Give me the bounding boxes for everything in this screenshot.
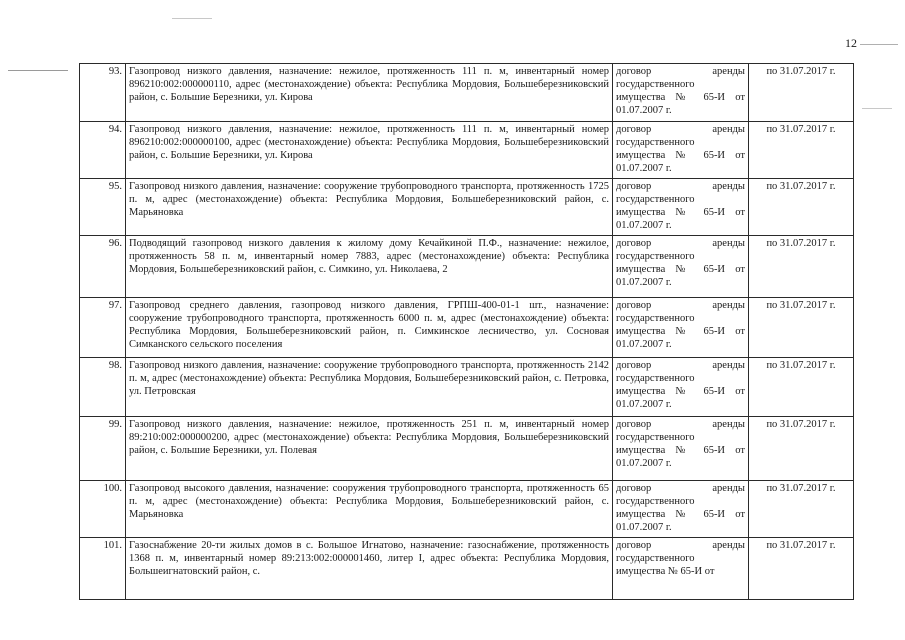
lease-term: по 31.07.2017 г. [749, 538, 854, 600]
lease-term: по 31.07.2017 г. [749, 179, 854, 236]
object-description: Газопровод низкого давления, назначение: нежилое, протяженность 111 п. м, инвентарный номер 896210:002:000000100, адрес (местонахождение) объекта: Республика Мордовия, Большеберезниковский район, с. Большие Березники, ул. Кирова [126, 122, 613, 179]
table-row [80, 236, 854, 298]
lease-basis: договор аренды государственного имущества № 65-И от 01.07.2007 г. [613, 417, 749, 481]
row-number: 94. [80, 122, 126, 179]
scan-artifact-line [862, 108, 892, 109]
lease-basis: договор аренды государственного имущества № 65-И от 01.07.2007 г. [613, 236, 749, 298]
scan-artifact-line [8, 70, 68, 71]
property-registry-table [79, 63, 854, 600]
table-row [80, 64, 854, 122]
scan-artifact-line [860, 44, 898, 45]
row-number: 97. [80, 298, 126, 358]
table-row [80, 481, 854, 538]
lease-term: по 31.07.2017 г. [749, 122, 854, 179]
lease-basis: договор аренды государственного имущества № 65-И от 01.07.2007 г. [613, 64, 749, 122]
lease-basis: договор аренды государственного имущества № 65-И от 01.07.2007 г. [613, 298, 749, 358]
table-row [80, 358, 854, 417]
page-number: 12 [845, 36, 857, 50]
object-description: Газопровод низкого давления, назначение: нежилое, протяженность 111 п. м, инвентарный номер 896210:002:000000110, адрес (местонахождение) объекта: Республика Мордовия, Большеберезниковский район, с. Большие Березники, ул. Кирова [126, 64, 613, 122]
row-number: 100. [80, 481, 126, 538]
lease-basis: договор аренды государственного имущества № 65-И от 01.07.2007 г. [613, 358, 749, 417]
lease-basis: договор аренды государственного имущества № 65-И от 01.07.2007 г. [613, 179, 749, 236]
lease-term: по 31.07.2017 г. [749, 358, 854, 417]
table-row [80, 417, 854, 481]
object-description: Газопровод низкого давления, назначение: нежилое, протяженность 251 п. м, инвентарный номер 89:210:002:000000200, адрес (местонахождение) объекта: Республика Мордовия, Большеберезниковский район, с. Большие Березники, ул. Полевая [126, 417, 613, 481]
lease-term: по 31.07.2017 г. [749, 298, 854, 358]
lease-term: по 31.07.2017 г. [749, 236, 854, 298]
lease-basis: договор аренды государственного имущества № 65-И от 01.07.2007 г. [613, 481, 749, 538]
lease-basis: договор аренды государственного имущества № 65-И от 01.07.2007 г. [613, 122, 749, 179]
row-number: 96. [80, 236, 126, 298]
table-row [80, 179, 854, 236]
object-description: Газопровод высокого давления, назначение: сооружения трубопроводного транспорта, протяженность 65 п. м, адрес (местонахождение) объекта: Республика Мордовия, Большеберезниковский район, с. Марьяновка [126, 481, 613, 538]
row-number: 98. [80, 358, 126, 417]
lease-basis: договор аренды государственного имущества № 65-И от [613, 538, 749, 600]
scan-artifact-line [172, 18, 212, 19]
row-number: 101. [80, 538, 126, 600]
table-row [80, 298, 854, 358]
lease-term: по 31.07.2017 г. [749, 64, 854, 122]
row-number: 93. [80, 64, 126, 122]
object-description: Подводящий газопровод низкого давления к жилому дому Кечайкиной П.Ф., назначение: нежилое, протяженность 58 п. м, инвентарный номер 7883, адрес (местонахождение) объекта: Республика Мордовия, Большеберезниковский район, с. Симкино, ул. Николаева, 2 [126, 236, 613, 298]
object-description: Газопровод низкого давления, назначение: сооружение трубопроводного транспорта, протяженность 2142 п. м, адрес (местонахождение) объекта: Республика Мордовия, Большеберезниковский район, с. Петровка, ул. Петровская [126, 358, 613, 417]
lease-term: по 31.07.2017 г. [749, 481, 854, 538]
object-description: Газопровод среднего давления, газопровод низкого давления, ГРПШ-400-01-1 шт., назначение: сооружение трубопроводного транспорта, протяженность 6000 п. м, адрес (местонахождение) объекта: Республика Мордовия, Большеберезниковский район, п. Симкинское лесничество, ул. Сосновая Симканского сельского поселения [126, 298, 613, 358]
object-description: Газопровод низкого давления, назначение: сооружение трубопроводного транспорта, протяженность 1725 п. м, адрес (местонахождение) объекта: Республика Мордовия, Большеберезниковский район, с. Марьяновка [126, 179, 613, 236]
row-number: 99. [80, 417, 126, 481]
object-description: Газоснабжение 20-ти жилых домов в с. Большое Игнатово, назначение: газоснабжение, протяженность 1368 п. м, инвентарный номер 89:213:002:000001460, литер I, адрес объекта: Республика Мордовия, Большеигнатовский район, с. [126, 538, 613, 600]
table-row [80, 538, 854, 600]
table-row [80, 122, 854, 179]
row-number: 95. [80, 179, 126, 236]
lease-term: по 31.07.2017 г. [749, 417, 854, 481]
